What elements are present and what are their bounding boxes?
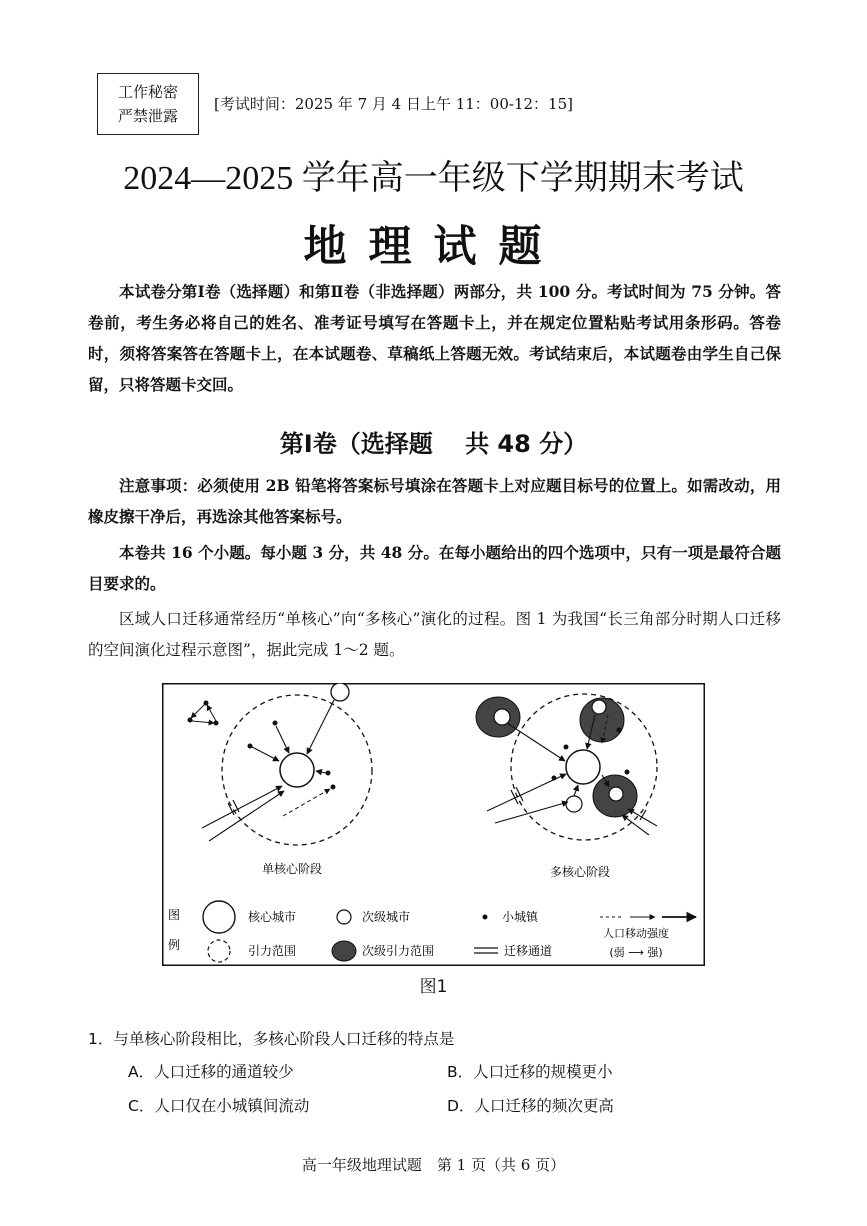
small-town [326, 771, 331, 776]
small-town [625, 770, 630, 775]
notice-text: 注意事项：必须使用 2B 铅笔将答案标号填涂在答题卡上对应题目标号的位置上。如需改动，用橡皮擦干净后，再选涂其他答案标号。 [88, 476, 781, 526]
migration-diagram [162, 683, 705, 966]
option-d: D．人口迁移的频次更高 [447, 1097, 614, 1115]
exam-time: [考试时间：2025 年 7 月 4 日上午 11：00-12：15] [214, 95, 573, 113]
rules-text: 本卷共 16 个小题。每小题 3 分，共 48 分。在每小题给出的四个选项中，只有一项是最符合题目要求的。 [88, 543, 781, 593]
exam-title: 2024—2025 学年高一年级下学期期末考试 [123, 160, 744, 197]
stem-text: 区域人口迁移通常经历“单核心”向“多核心”演化的过程。图 1 为我国“长三角部分时期人口迁移的空间演化过程示意图”，据此完成 1～2 题。 [88, 610, 781, 659]
small-town [617, 728, 622, 733]
legend-intensity-range: (弱 ⟶ 强) [609, 946, 663, 959]
secret-line-2: 严禁泄露 [117, 107, 178, 125]
legend-gravity: 引力范围 [248, 944, 297, 958]
option-b: B．人口迁移的规模更小 [447, 1063, 613, 1081]
legend-secondary-gravity: 次级引力范围 [362, 944, 435, 958]
figure-caption: 图1 [419, 977, 448, 997]
secondary-city [494, 709, 510, 725]
legend-secondary-city: 次级城市 [362, 910, 411, 924]
small-town [248, 744, 253, 749]
legend-secondary-city-symbol [337, 910, 351, 924]
section-title: 第Ⅰ卷（选择题 共 48 分） [279, 430, 588, 458]
secondary-city [331, 683, 349, 701]
option-c: C．人口仅在小城镇间流动 [128, 1097, 310, 1115]
stem-paragraph [88, 604, 781, 666]
small-town [564, 745, 569, 750]
stage-label-multi: 多核心阶段 [549, 865, 611, 879]
small-town [273, 721, 278, 726]
legend-secondary-gravity-symbol [332, 941, 356, 961]
secret-stamp-box [97, 73, 199, 135]
secondary-city [609, 787, 623, 801]
legend-intensity: 人口移动强度 [603, 927, 669, 940]
page-footer: 高一年级地理试题 第 1 页（共 6 页） [301, 1156, 566, 1174]
secret-line-1: 工作秘密 [117, 83, 178, 101]
stage-label-single: 单核心阶段 [261, 862, 323, 876]
legend-core-city: 核心城市 [248, 910, 297, 924]
legend-label-bottom: 例 [168, 938, 181, 952]
core-city [566, 750, 600, 784]
small-town [331, 785, 336, 790]
option-a: A．人口迁移的通道较少 [128, 1063, 294, 1081]
legend-label-top: 图 [168, 908, 181, 922]
secondary-city [566, 796, 582, 812]
legend-small-town: 小城镇 [502, 910, 539, 924]
legend-core-city-symbol [203, 901, 235, 933]
subject-title: 地理试题 [303, 222, 564, 272]
intro-paragraph [88, 276, 781, 400]
question-1-stem: 1．与单核心阶段相比，多核心阶段人口迁移的特点是 [88, 1030, 455, 1048]
secondary-city [592, 700, 606, 714]
notice-paragraph [88, 470, 781, 532]
legend-small-town-symbol [483, 915, 488, 920]
rules-paragraph [88, 537, 781, 599]
core-city [280, 753, 314, 787]
legend-channel: 迁移通道 [504, 944, 553, 958]
intro-text: 本试卷分第Ⅰ卷（选择题）和第Ⅱ卷（非选择题）两部分，共 100 分。考试时间为 75 分钟。答卷前，考生务必将自己的姓名、准考证号填写在答题卡上，并在规定位置粘贴考试用条形码。答卷时，须将答案答在答题卡上，在本试题卷、草稿纸上答题无效。考试结束后，本试题卷由学生自己保留，只将答题卡交回。 [88, 282, 781, 394]
